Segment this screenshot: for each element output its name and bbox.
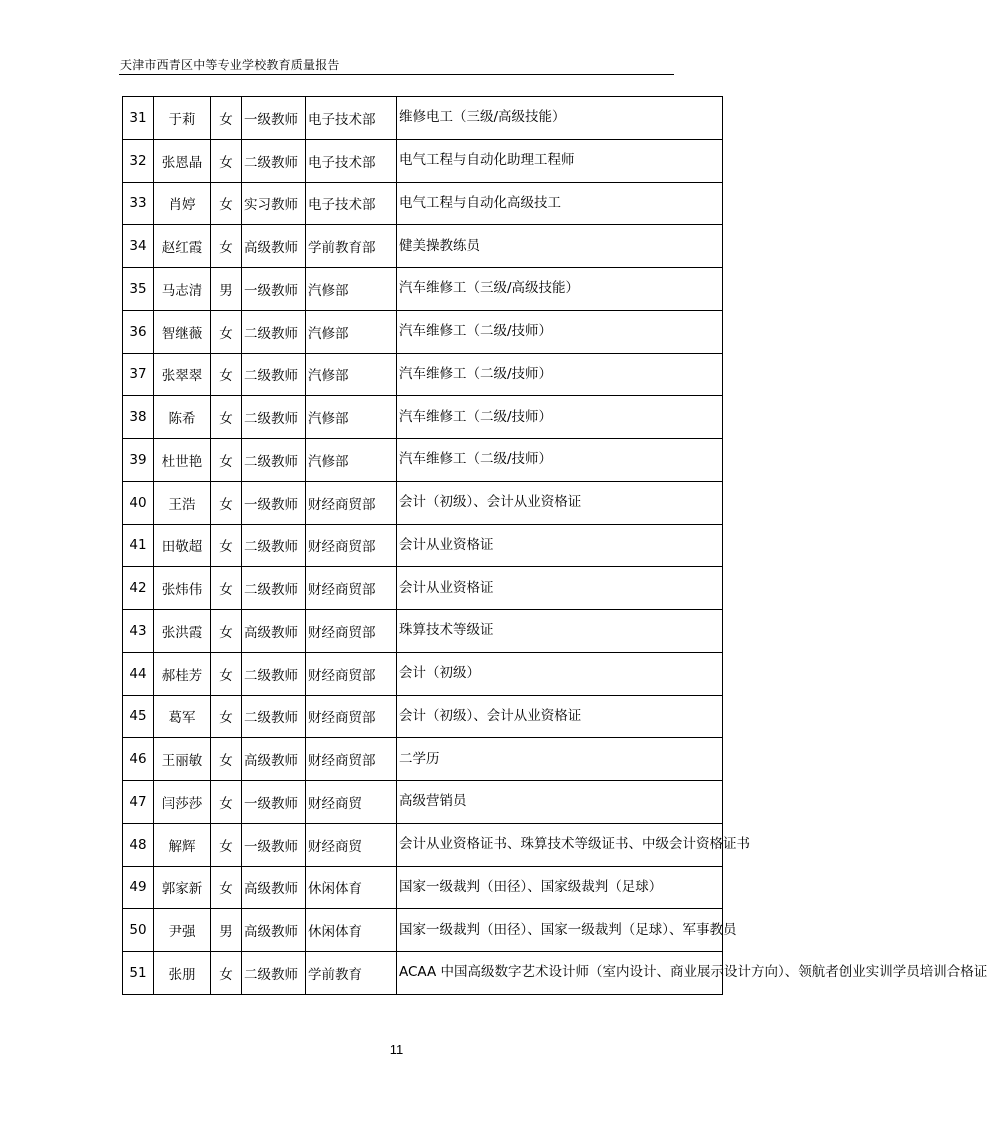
teacher-name: 陈希 xyxy=(154,396,211,439)
teacher-name: 张炜伟 xyxy=(154,567,211,610)
row-number: 38 xyxy=(123,396,154,439)
teacher-department: 汽修部 xyxy=(306,268,397,311)
teacher-sex: 女 xyxy=(211,610,242,653)
teacher-department: 财经商贸部 xyxy=(306,481,397,524)
teacher-title: 一级教师 xyxy=(242,481,306,524)
table-row xyxy=(123,439,723,482)
teacher-name: 田敬超 xyxy=(154,524,211,567)
teacher-sex: 男 xyxy=(211,909,242,952)
teacher-sex: 女 xyxy=(211,652,242,695)
row-number: 31 xyxy=(123,97,154,140)
row-number: 33 xyxy=(123,182,154,225)
table-row xyxy=(123,952,723,995)
row-number: 40 xyxy=(123,481,154,524)
table-row xyxy=(123,610,723,653)
table-row xyxy=(123,182,723,225)
teacher-sex: 女 xyxy=(211,823,242,866)
teacher-name: 尹强 xyxy=(154,909,211,952)
teacher-title: 一级教师 xyxy=(242,823,306,866)
header-divider xyxy=(119,74,674,75)
teacher-sex: 女 xyxy=(211,481,242,524)
teacher-department: 汽修部 xyxy=(306,353,397,396)
teacher-table-body xyxy=(123,97,987,995)
teacher-sex: 女 xyxy=(211,353,242,396)
teacher-certificate: 国家一级裁判（田径）、国家一级裁判（足球）、军事教员 xyxy=(397,909,723,952)
teacher-certificate: 会计从业资格证书、珠算技术等级证书、中级会计资格证书 xyxy=(397,823,723,866)
teacher-department: 学前教育部 xyxy=(306,225,397,268)
teacher-department: 财经商贸部 xyxy=(306,524,397,567)
teacher-table xyxy=(122,96,987,995)
row-number: 50 xyxy=(123,909,154,952)
teacher-title: 二级教师 xyxy=(242,439,306,482)
teacher-certificate: 汽车维修工（二级/技师） xyxy=(397,310,723,353)
teacher-name: 马志清 xyxy=(154,268,211,311)
teacher-title: 二级教师 xyxy=(242,567,306,610)
row-number: 42 xyxy=(123,567,154,610)
teacher-title: 二级教师 xyxy=(242,695,306,738)
teacher-department: 财经商贸 xyxy=(306,781,397,824)
table-row xyxy=(123,481,723,524)
teacher-sex: 女 xyxy=(211,866,242,909)
teacher-sex: 女 xyxy=(211,524,242,567)
teacher-department: 学前教育 xyxy=(306,952,397,995)
teacher-title: 高级教师 xyxy=(242,225,306,268)
table-row xyxy=(123,396,723,439)
teacher-certificate: 健美操教练员 xyxy=(397,225,723,268)
teacher-department: 汽修部 xyxy=(306,396,397,439)
teacher-title: 高级教师 xyxy=(242,909,306,952)
row-number: 45 xyxy=(123,695,154,738)
row-number: 43 xyxy=(123,610,154,653)
teacher-name: 张洪霞 xyxy=(154,610,211,653)
teacher-name: 杜世艳 xyxy=(154,439,211,482)
teacher-sex: 女 xyxy=(211,97,242,140)
teacher-name: 闫莎莎 xyxy=(154,781,211,824)
teacher-certificate: 汽车维修工（三级/高级技能） xyxy=(397,268,723,311)
teacher-name: 张恩晶 xyxy=(154,139,211,182)
teacher-name: 张翠翠 xyxy=(154,353,211,396)
teacher-title: 二级教师 xyxy=(242,952,306,995)
teacher-title: 二级教师 xyxy=(242,396,306,439)
teacher-title: 实习教师 xyxy=(242,182,306,225)
teacher-sex: 女 xyxy=(211,738,242,781)
row-number: 37 xyxy=(123,353,154,396)
teacher-title: 一级教师 xyxy=(242,268,306,311)
table-row xyxy=(123,97,723,140)
teacher-sex: 男 xyxy=(211,268,242,311)
teacher-department: 财经商贸部 xyxy=(306,610,397,653)
teacher-name: 王浩 xyxy=(154,481,211,524)
page-header-title: 天津市西青区中等专业学校教育质量报告 xyxy=(120,58,340,72)
teacher-department: 财经商贸部 xyxy=(306,652,397,695)
table-row xyxy=(123,524,723,567)
teacher-certificate: 汽车维修工（二级/技师） xyxy=(397,439,723,482)
row-number: 32 xyxy=(123,139,154,182)
teacher-department: 休闲体育 xyxy=(306,866,397,909)
teacher-sex: 女 xyxy=(211,695,242,738)
row-number: 49 xyxy=(123,866,154,909)
row-number: 39 xyxy=(123,439,154,482)
row-number: 41 xyxy=(123,524,154,567)
teacher-department: 电子技术部 xyxy=(306,139,397,182)
teacher-certificate: 维修电工（三级/高级技能） xyxy=(397,97,723,140)
teacher-certificate: ACAA 中国高级数字艺术设计师（室内设计、商业展示设计方向）、领航者创业实训学员培训合格证 xyxy=(397,952,723,995)
teacher-title: 高级教师 xyxy=(242,610,306,653)
row-number: 47 xyxy=(123,781,154,824)
table-row xyxy=(123,866,723,909)
table-row xyxy=(123,268,723,311)
row-number: 51 xyxy=(123,952,154,995)
teacher-title: 高级教师 xyxy=(242,866,306,909)
teacher-title: 二级教师 xyxy=(242,353,306,396)
teacher-department: 财经商贸部 xyxy=(306,738,397,781)
teacher-certificate: 电气工程与自动化高级技工 xyxy=(397,182,723,225)
teacher-name: 郝桂芳 xyxy=(154,652,211,695)
teacher-name: 解辉 xyxy=(154,823,211,866)
teacher-certificate: 会计（初级） xyxy=(397,652,723,695)
table-row xyxy=(123,310,723,353)
row-number: 34 xyxy=(123,225,154,268)
teacher-sex: 女 xyxy=(211,182,242,225)
teacher-title: 一级教师 xyxy=(242,781,306,824)
teacher-department: 财经商贸部 xyxy=(306,567,397,610)
teacher-certificate: 二学历 xyxy=(397,738,723,781)
row-number: 44 xyxy=(123,652,154,695)
teacher-certificate: 汽车维修工（二级/技师） xyxy=(397,396,723,439)
teacher-name: 郭家新 xyxy=(154,866,211,909)
teacher-name: 张朋 xyxy=(154,952,211,995)
teacher-department: 财经商贸部 xyxy=(306,695,397,738)
teacher-title: 二级教师 xyxy=(242,139,306,182)
teacher-title: 二级教师 xyxy=(242,652,306,695)
teacher-sex: 女 xyxy=(211,952,242,995)
teacher-sex: 女 xyxy=(211,310,242,353)
teacher-department: 财经商贸 xyxy=(306,823,397,866)
teacher-name: 葛军 xyxy=(154,695,211,738)
teacher-title: 二级教师 xyxy=(242,310,306,353)
teacher-certificate: 会计从业资格证 xyxy=(397,524,723,567)
teacher-department: 汽修部 xyxy=(306,439,397,482)
row-number: 35 xyxy=(123,268,154,311)
table-row xyxy=(123,652,723,695)
page-number: 11 xyxy=(389,1042,404,1057)
row-number: 36 xyxy=(123,310,154,353)
teacher-certificate: 会计（初级）、会计从业资格证 xyxy=(397,481,723,524)
table-row xyxy=(123,225,723,268)
teacher-title: 一级教师 xyxy=(242,97,306,140)
table-row xyxy=(123,823,723,866)
table-row xyxy=(123,738,723,781)
teacher-department: 休闲体育 xyxy=(306,909,397,952)
table-row xyxy=(123,909,723,952)
teacher-name: 于莉 xyxy=(154,97,211,140)
teacher-title: 二级教师 xyxy=(242,524,306,567)
teacher-name: 智继薇 xyxy=(154,310,211,353)
table-row xyxy=(123,353,723,396)
table-row xyxy=(123,781,723,824)
teacher-sex: 女 xyxy=(211,567,242,610)
teacher-department: 汽修部 xyxy=(306,310,397,353)
teacher-title: 高级教师 xyxy=(242,738,306,781)
teacher-name: 赵红霞 xyxy=(154,225,211,268)
table-row xyxy=(123,139,723,182)
table-row xyxy=(123,567,723,610)
row-number: 46 xyxy=(123,738,154,781)
teacher-sex: 女 xyxy=(211,781,242,824)
teacher-sex: 女 xyxy=(211,225,242,268)
teacher-name: 肖婷 xyxy=(154,182,211,225)
teacher-sex: 女 xyxy=(211,396,242,439)
teacher-department: 电子技术部 xyxy=(306,97,397,140)
teacher-certificate: 高级营销员 xyxy=(397,781,723,824)
teacher-certificate: 会计（初级）、会计从业资格证 xyxy=(397,695,723,738)
teacher-certificate: 汽车维修工（二级/技师） xyxy=(397,353,723,396)
teacher-certificate: 国家一级裁判（田径）、国家级裁判（足球） xyxy=(397,866,723,909)
teacher-certificate: 会计从业资格证 xyxy=(397,567,723,610)
teacher-sex: 女 xyxy=(211,139,242,182)
teacher-sex: 女 xyxy=(211,439,242,482)
row-number: 48 xyxy=(123,823,154,866)
teacher-certificate: 电气工程与自动化助理工程师 xyxy=(397,139,723,182)
teacher-name: 王丽敏 xyxy=(154,738,211,781)
teacher-department: 电子技术部 xyxy=(306,182,397,225)
table-row xyxy=(123,695,723,738)
teacher-certificate: 珠算技术等级证 xyxy=(397,610,723,653)
